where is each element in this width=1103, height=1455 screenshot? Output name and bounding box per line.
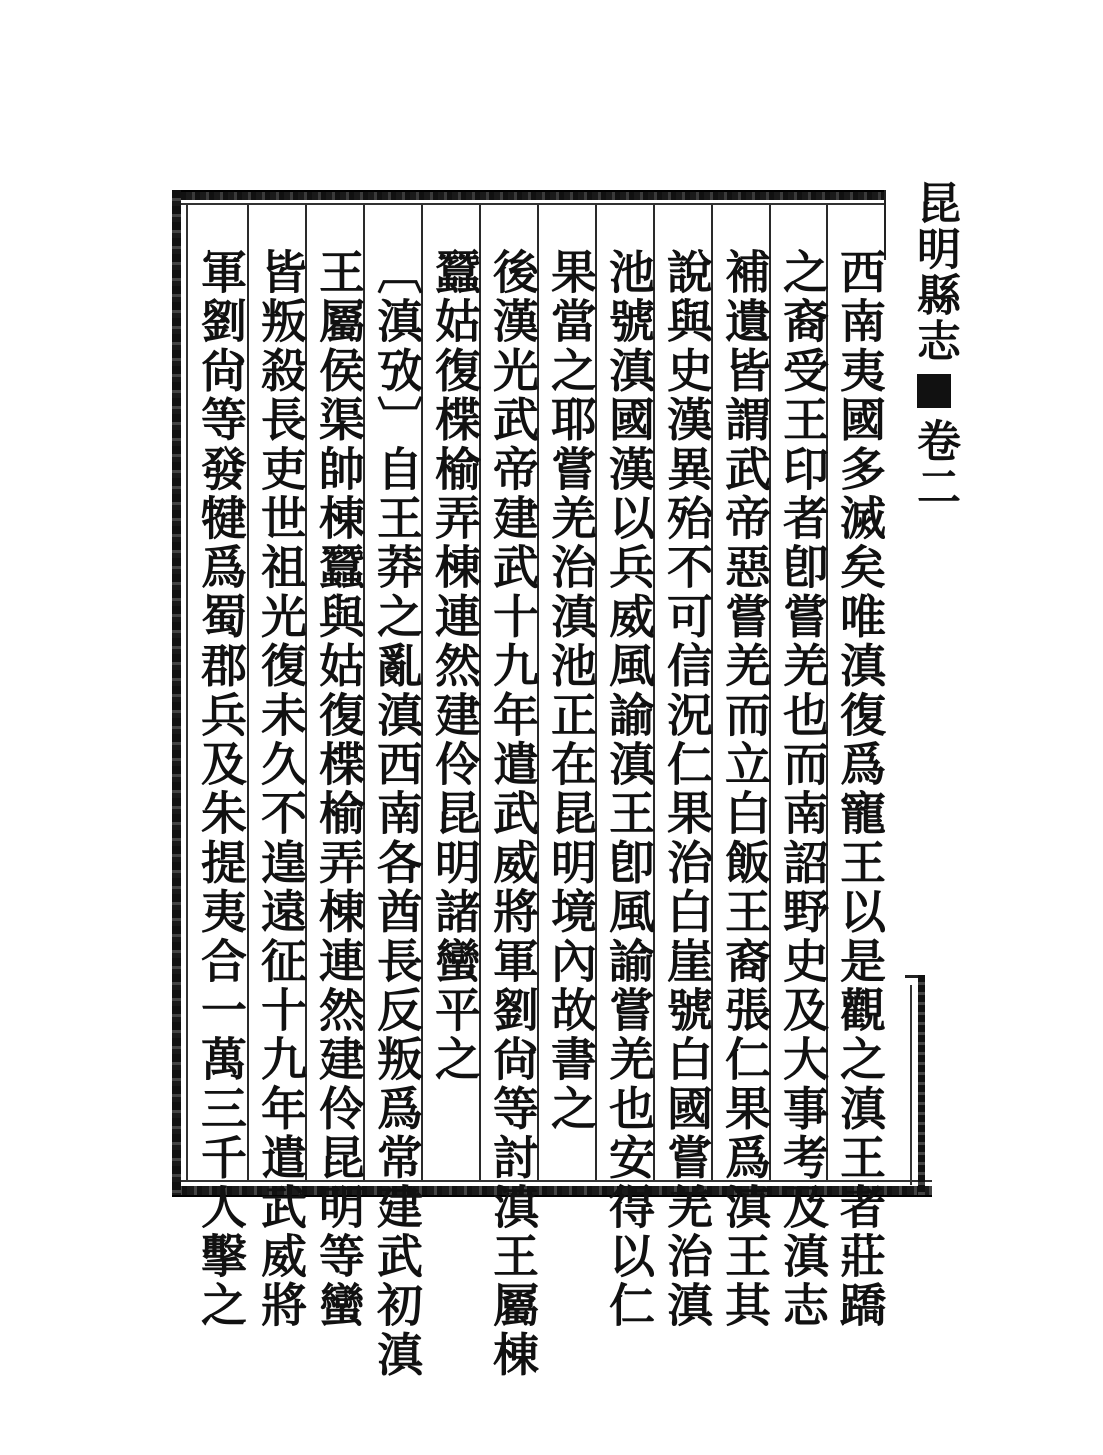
text-column-8: 蠶姑復楪榆弄棟連然建伶昆明諸蠻平之: [428, 248, 482, 1085]
frame-left-inner-line: [186, 205, 188, 1180]
text-column-4: 說與史漢異殆不可信況仁果治白崖號白國嘗羌治滇: [660, 248, 714, 1331]
margin-title: [904, 180, 964, 510]
volume-label: 卷二: [909, 418, 960, 510]
text-column-3: 補遺皆謂武帝惡嘗羌而立白飯王裔張仁果爲滇王其: [718, 248, 772, 1331]
text-column-1: 西南夷國多滅矣唯滇復爲寵王以是觀之滇王者莊蹻: [833, 248, 887, 1331]
frame-right-lower-inner-line: [910, 985, 912, 1185]
text-column-5: 池號滇國漢以兵威風諭滇王卽風諭嘗羌也安得以仁: [602, 248, 656, 1331]
text-column-2: 之裔受王印者卽嘗羌也而南詔野史及大事考及滇志: [776, 248, 830, 1331]
frame-right-lower-border: [918, 975, 925, 1195]
text-column-6: 果當之耶嘗羌治滇池正在昆明境內故書之: [544, 248, 598, 1134]
frame-left-border: [172, 190, 181, 1195]
frame-top-border: [172, 190, 886, 200]
text-column-7: 後漢光武帝建武十九年遣武威將軍劉尙等討滇王屬棟: [486, 248, 540, 1380]
text-column-12: 軍劉尙等發犍爲蜀郡兵及朱提夷合一萬三千人擊之: [194, 248, 248, 1331]
fishtail-mark: [917, 374, 951, 408]
text-column-11: 皆叛殺長吏世祖光復未久不遑遠征十九年遣武威將: [254, 248, 308, 1331]
text-column-10: 王屬侯渠帥棟蠶與姑復楪榆弄棟連然建伶昆明等蠻: [312, 248, 366, 1331]
text-column-9: 〔滇攷〕自王莽之亂滇西南各酋長反叛爲常建武初滇: [370, 248, 424, 1380]
frame-top-inner-line: [172, 203, 886, 205]
book-title: 昆明縣志: [909, 180, 960, 364]
